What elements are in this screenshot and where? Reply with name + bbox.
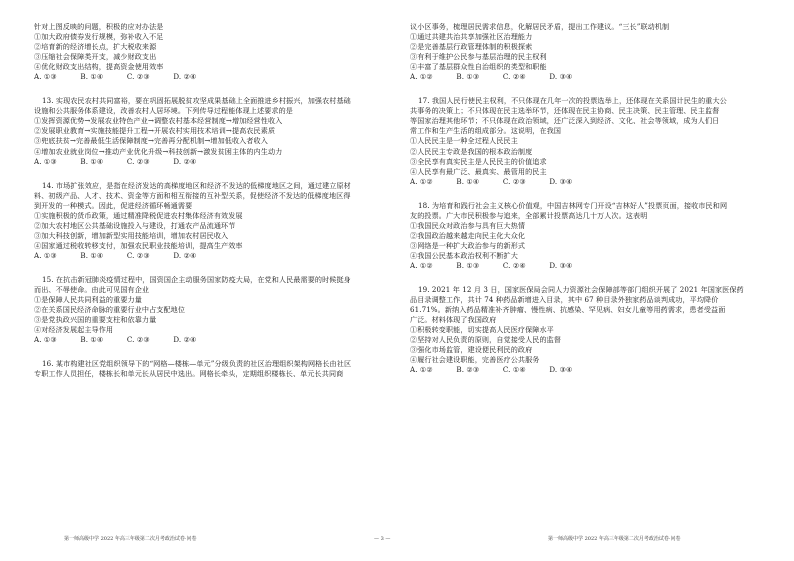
text-line: ①是保障人民共同利益的重要力量 bbox=[34, 295, 142, 305]
text-line: 19. 2021 年 12 月 3 日，国家医保局会同人力资源社会保障部等部门组织开展了 2021 年国家医保药 bbox=[418, 285, 744, 295]
text-line: 61.71%。新纳入药品精准补齐肿瘤、慢性病、抗感染、罕见病、妇女儿童等用药需求，患者受益面 bbox=[410, 305, 726, 315]
text-line: ④我国公民基本政治权利不断扩大 bbox=[410, 250, 518, 260]
text-line: ①发挥资源优势→发展农业特色产业→调整农村基本经营制度→增加经营性收入 bbox=[34, 116, 283, 126]
answer-options: A. ①② B. ①③ C. ②④ D. ③④ bbox=[410, 260, 573, 270]
text-line: 18. 为培育和践行社会主义核心价值观，中国吉林网专门开设“吉林好人”投票页面，接收市民和网 bbox=[418, 200, 728, 210]
text-line: ④丰富了基层群众性自治组织的类型和职能 bbox=[410, 62, 547, 72]
text-line: ①人民民主是一种全过程人民民主 bbox=[410, 136, 518, 146]
text-line: ②发展职业教育→实施技能提升工程→开展农村实用技术培训→提高农民素质 bbox=[34, 126, 276, 136]
text-line: ①积极转变职能，切实提高人民医疗保障水平 bbox=[410, 325, 554, 335]
text-line: 针对上图反映的问题，积极的应对办法是 bbox=[34, 22, 164, 31]
answer-options: A. ①③ B. ①④ C. ②③ D. ②④ bbox=[34, 72, 197, 82]
text-line: ④国家通过税收转移支付，加强农民职业技能培训，提高生产效率 bbox=[34, 240, 243, 250]
answer-options: A. ①③ B. ①④ C. ②③ D. ②④ bbox=[34, 335, 197, 345]
paragraph-gap bbox=[34, 261, 387, 275]
text-line: ①加大政府债券发行规模，弥补收入不足 bbox=[34, 32, 164, 42]
text-line: ②我国政治越来越走向民主化大众化 bbox=[410, 230, 526, 240]
text-line: ②是完善基层行政管理体制的积极探索 bbox=[410, 42, 533, 52]
text-line: ②在关系国民经济命脉的重要行业中占支配地位 bbox=[34, 305, 186, 315]
text-line: 料、初级产品、人才、技术、资金等方面和相互衔接的互补型关系，促使经济不发达的低梯度地区得 bbox=[34, 190, 351, 200]
paragraph-gap bbox=[410, 271, 766, 285]
text-line: 等国家治理其他环节；不只体现在政治领域，还广泛深入到经济、文化、社会等领域，成为人们日 bbox=[410, 116, 720, 126]
text-line: ①我国民众对政治参与具有巨大热情 bbox=[410, 220, 526, 230]
paragraph-gap bbox=[410, 82, 766, 96]
text-line: 16. 某市构建社区党组织领导下的“网格—楼栋—单元”分级负责的社区治理组织架构网格长由社区 bbox=[42, 359, 352, 369]
text-line: 友的投票。广大市民积极参与追来，全部累计投票高达几十万人次。这表明 bbox=[410, 210, 648, 220]
text-line: ④人民享有最广泛、最真实、最管用的民主 bbox=[410, 166, 547, 176]
text-line: ③兜底扶贫→完善最低生活保障制度→完善再分配机制→增加低收入者收入 bbox=[34, 136, 268, 146]
answer-options: A. ①② B. ①④ C. ②③ D. ③④ bbox=[410, 176, 573, 186]
left-column bbox=[34, 22, 387, 379]
text-line: ②加大农村地区公共基础设施投入与建设，打通农产品流通环节 bbox=[34, 220, 236, 230]
paragraph-gap bbox=[34, 345, 387, 359]
answer-options: A. ①③ B. ①④ C. ②③ D. ②④ bbox=[34, 250, 197, 260]
text-line: 设施和公共服务体系建设，改善农村人居环境。下列传导过程能体现上述要求的是 bbox=[34, 106, 293, 116]
text-line: 广泛。材料体现了我国政府 bbox=[410, 315, 497, 325]
text-line: 专职工作人员担任，楼栋长和单元长从居民中选出。网格长牵头，定期组织楼栋长、单元长共同商 bbox=[34, 369, 344, 379]
text-line: ①通过共建共治共享加强社区治理能力 bbox=[410, 32, 533, 42]
text-line: ④履行社会建设职能，完善医疗公共服务 bbox=[410, 355, 540, 365]
text-line: ③压缩社会保障类开支，减少财政支出 bbox=[34, 52, 157, 62]
answer-options: A. ①② B. ①③ C. ②④ D. ③④ bbox=[410, 72, 573, 82]
text-line: 13. 实现农民农村共同富裕，要在巩固拓展脱贫攻坚成果基础上全面推进乡村振兴，加强农村基础 bbox=[42, 96, 351, 106]
answer-options: A. ①③ B. ①④ C. ②③ D. ②④ bbox=[34, 156, 197, 166]
text-line: 常工作和生产生活的组成部分。这说明，在我国 bbox=[410, 126, 562, 136]
footer-right: 第一师高级中学 2022 年高三年级第二次月考政治试卷·问卷 bbox=[548, 536, 681, 542]
text-line: ③有利于维护公民参与基层治理的民主权利 bbox=[410, 52, 547, 62]
text-line: ②人民民主专政是我国的根本政治制度 bbox=[410, 146, 533, 156]
text-line: ③全民享有真实民主是人民民主的价值追求 bbox=[410, 156, 547, 166]
text-line: ②坚持对人民负责的原则，自觉接受人民的监督 bbox=[410, 335, 562, 345]
text-line: ④增加农业就业岗位→推动产业优化升级→科技创新→激发贫困主体的内生动力 bbox=[34, 146, 283, 156]
paragraph-gap bbox=[34, 82, 387, 96]
text-line: 到开发的一种模式。因此，促进经济循环畅通需要 bbox=[34, 200, 193, 210]
paragraph-gap bbox=[410, 187, 766, 201]
text-line: ③是党执政兴国的重要支柱和依靠力量 bbox=[34, 315, 157, 325]
text-line: ④优化财政支出结构，提高资金使用效率 bbox=[34, 62, 164, 72]
text-line: 共事务的决策上；不只体现在民主选举环节，还体现在民主协商、民主决策、民主管理、民主监督 bbox=[410, 106, 720, 116]
answer-options: A. ①② B. ②③ C. ①④ D. ③④ bbox=[410, 365, 573, 375]
text-line: 而出、不辱使命。由此可见国有企业 bbox=[34, 285, 150, 295]
text-line: ③强化市场监管，建设便民利民的政府 bbox=[410, 345, 533, 355]
text-line: ④对经济发展起主导作用 bbox=[34, 325, 114, 335]
text-line: 议小区事务，梳理居民需求信息，化解居民矛盾，提出工作建议。“三长”联动机制 bbox=[410, 22, 670, 31]
right-column bbox=[410, 22, 766, 375]
page-number: — 3 — bbox=[374, 536, 391, 542]
text-line: 15. 在抗击新冠肺炎疫情过程中，国资国企主动服务国家防疫大局，在党和人民最需要的时候挺身 bbox=[42, 274, 351, 284]
text-line: ③网络是一种扩大政治参与的新形式 bbox=[410, 240, 526, 250]
text-line: 14. 市场扩张效应，是指在经济发达的高梯度地区和经济不发达的低梯度地区之间，通过建立原材 bbox=[42, 180, 351, 190]
text-line: ③加大科技创新，增加新型实用技能培训，增加农村居民收入 bbox=[34, 230, 229, 240]
paragraph-gap bbox=[34, 167, 387, 181]
text-line: ②培育新的经济增长点，扩大税收来源 bbox=[34, 42, 157, 52]
footer-left: 第一师高级中学 2022 年高三年级第二次月考政治试卷·问卷 bbox=[64, 536, 197, 542]
text-line: ①实施积极的货币政策，通过精准降税促进农村集体经济有效发展 bbox=[34, 210, 243, 220]
text-line: 17. 我国人民行使民主权利，不只体现在几年一次的投票选举上，还体现在关系国计民生的重大公 bbox=[418, 96, 727, 106]
text-line: 品目录调整工作，共计 74 种药品新增进入目录，其中 67 种目录外独家药品谈判成功，平均降价 bbox=[410, 295, 719, 305]
